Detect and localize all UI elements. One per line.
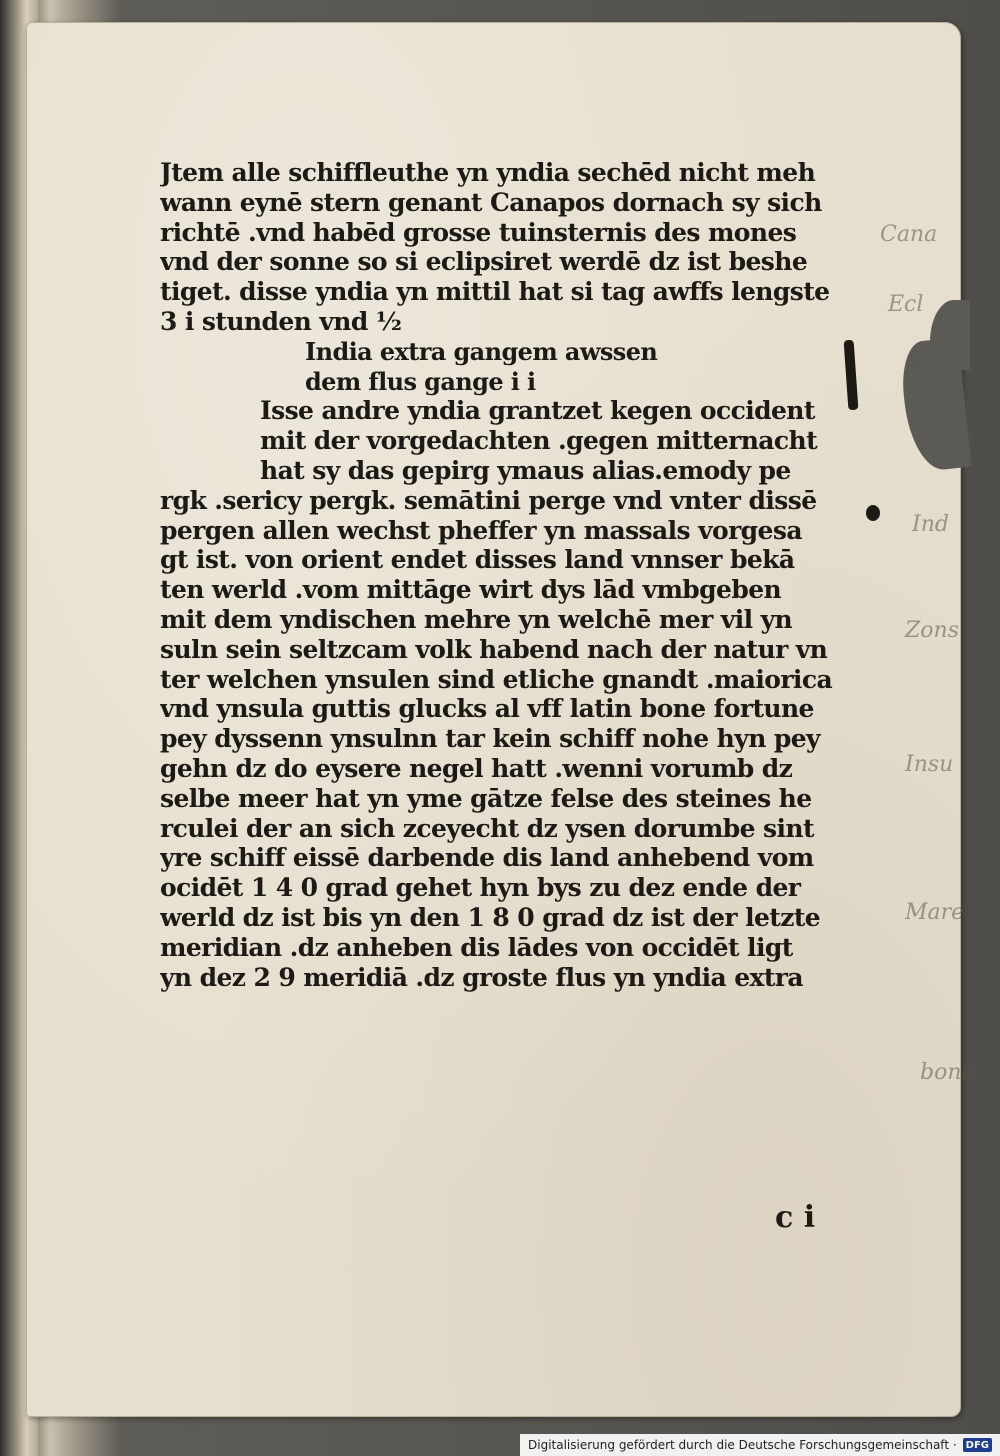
margin-note: & bbox=[905, 348, 925, 373]
text-line: gt ist. von orient endet disses land vnnser bekā bbox=[160, 545, 795, 575]
text-line: pey dyssenn ynsulnn tar kein schiff nohe hyn pey bbox=[160, 724, 820, 754]
text-line: rculei der an sich zceyecht dz ysen dorumbe sint bbox=[160, 813, 814, 843]
text-line: yn dez 2 9 meridiā .dz groste flus yn yndia extra bbox=[160, 962, 803, 992]
text-line: werld dz ist bis yn den 1 8 0 grad dz ist der letzte bbox=[160, 902, 821, 932]
margin-note: Insu bbox=[905, 752, 954, 777]
text-line: pergen allen wechst pheffer yn massals vorgesa bbox=[160, 515, 802, 545]
text-line: tiget. disse yndia yn mittil hat si tag awffs lengste bbox=[160, 277, 830, 307]
initial-indented-line: mit der vorgedachten .gegen mitternacht bbox=[260, 426, 818, 456]
text-line: ten werld .vom mittāge wirt dys lād vmbgeben bbox=[160, 575, 782, 605]
section-heading-line: India extra gangem awssen bbox=[305, 336, 658, 366]
initial-indented-line: hat sy das gepirg ymaus alias.emody pe bbox=[260, 455, 791, 485]
text-line: selbe meer hat yn yme gātze felse des steines he bbox=[160, 783, 812, 813]
margin-note: Ecl bbox=[888, 292, 924, 317]
text-line: yre schiff eissē darbende dis land anhebend vom bbox=[160, 843, 814, 873]
text-line: Jtem alle schiffleuthe yn yndia sechēd nicht meh bbox=[160, 158, 816, 187]
text-line: vnd ynsula guttis glucks al vff latin bone fortune bbox=[160, 694, 814, 724]
printed-text-block bbox=[160, 158, 860, 992]
credit-text: Digitalisierung gefördert durch die Deutsche Forschungsgemeinschaft · bbox=[528, 1438, 957, 1452]
margin-note: Ind bbox=[912, 512, 949, 537]
text-line: mit dem yndischen mehre yn welchē mer vil yn bbox=[160, 604, 793, 634]
initial-indented-line: Isse andre yndia grantzet kegen occident bbox=[260, 396, 815, 426]
text-line: rgk .sericy pergk. semātini perge vnd vnter dissē bbox=[160, 485, 817, 515]
margin-note: bona bbox=[920, 1060, 975, 1085]
margin-note: Cana bbox=[880, 222, 938, 247]
margin-note: Mare bbox=[905, 900, 965, 925]
text-line: ocidēt 1 4 0 grad gehet hyn bys zu dez ende der bbox=[160, 873, 801, 903]
text-line: ter welchen ynsulen sind etliche gnandt .maiorica bbox=[160, 664, 833, 694]
dfg-logo-icon: DFG bbox=[963, 1438, 992, 1452]
margin-note: Zons bbox=[905, 618, 959, 643]
digitization-credit bbox=[520, 1434, 1000, 1456]
section-heading-line: dem flus gange i i bbox=[305, 366, 536, 396]
text-line: vnd der sonne so si eclipsiret werdē dz ist beshe bbox=[160, 247, 808, 277]
text-line: meridian .dz anheben dis lādes von occidēt ligt bbox=[160, 932, 793, 962]
ink-blot bbox=[866, 505, 880, 521]
signature-mark: c i bbox=[775, 1200, 816, 1235]
text-line: wann eynē stern genant Canapos dornach sy sich bbox=[160, 187, 822, 217]
text-line: gehn dz do eysere negel hatt .wenni vorumb dz bbox=[160, 753, 793, 783]
text-line: suln sein seltzcam volk habend nach der natur vn bbox=[160, 634, 828, 664]
text-line: 3 i stunden vnd ½ bbox=[160, 306, 402, 336]
text-line: richtē .vnd habēd grosse tuinsternis des mones bbox=[160, 217, 797, 247]
